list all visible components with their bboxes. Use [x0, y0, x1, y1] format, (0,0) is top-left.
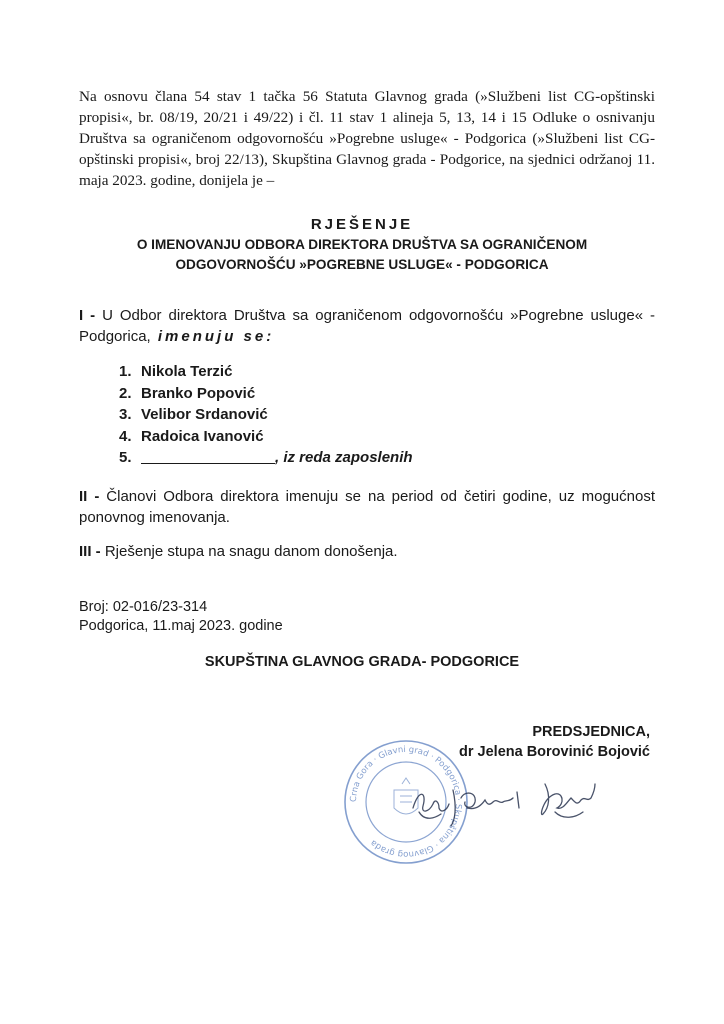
list-item	[119, 404, 413, 426]
signer-title: PREDSJEDNICA,	[532, 724, 650, 740]
member-name: Branko Popović	[141, 384, 256, 402]
section-one	[79, 305, 655, 347]
place-and-date: Podgorica, 11.maj 2023. godine	[79, 618, 283, 634]
assembly-name: SKUPŠTINA GLAVNOG GRADA- PODGORICE	[204, 654, 520, 670]
section-one-emphasis: imenuju se:	[150, 328, 275, 345]
list-item-number: 3.	[119, 406, 132, 423]
document-title: RJEŠENJE	[310, 216, 414, 233]
handwritten-signature-icon	[405, 768, 605, 838]
document-subtitle-line-1: O IMENOVANJU ODBORA DIREKTORA DRUŠTVA SA OGRANIČENOM	[136, 237, 588, 252]
section-two-numeral: II -	[79, 488, 107, 505]
list-item-number: 4.	[119, 427, 132, 445]
board-members-list	[119, 361, 413, 469]
stamp-text: Crna Gora · Glavni grad · Podgorica · Skupština · Glavnog grada	[348, 744, 464, 860]
section-two	[79, 486, 655, 528]
section-two-text: Članovi Odbora direktora imenuju se na period od četiri godine, uz mogućnost ponovnog imenovanja.	[79, 488, 656, 526]
list-item-number: 2.	[119, 384, 132, 402]
intro-paragraph: Na osnovu člana 54 stav 1 tačka 56 Statuta Glavnog grada (»Službeni list CG-opštinski propisi«, br. 08/19, 20/21 i 49/22) i čl. 11 stav 1 alineja 5, 13, 14 i 15 Odluke o osnivanju Društva sa ograničenom odgovornošću »Pogrebne usluge« - Podgorica (»Službeni list CG-opštinski propisi«, broj 22/13), Skupština Glavnog grada - Podgorice, na sjednici održanoj 11. maja 2023. godine, donijela je –	[79, 88, 655, 189]
decision-header	[0, 215, 724, 275]
list-item	[119, 361, 413, 383]
list-item-number: 1.	[119, 363, 132, 380]
section-three-text: Rješenje stupa na snagu danom donošenja.	[104, 543, 398, 560]
list-item	[119, 447, 413, 469]
section-three-numeral: III -	[79, 543, 105, 560]
member-name: Nikola Terzić	[141, 363, 233, 380]
blank-line	[141, 449, 275, 464]
section-one-numeral: I -	[79, 307, 103, 324]
list-item	[119, 426, 413, 448]
member-name: Velibor Srdanović	[141, 406, 268, 423]
reference-number: Broj: 02-016/23-314	[79, 599, 208, 615]
section-one-text: U Odbor direktora Društva sa ograničenom odgovornošću »Pogrebne usluge« - Podgorica,	[79, 307, 655, 345]
section-three	[79, 541, 655, 562]
employee-representative-note: , iz reda zaposlenih	[275, 449, 413, 466]
member-name: Radoica Ivanović	[141, 427, 264, 445]
list-item	[119, 383, 413, 405]
document-subtitle-line-2: ODGOVORNOŠĆU »POGREBNE USLUGE« - PODGORICA	[175, 257, 549, 272]
document-meta	[79, 598, 283, 636]
list-item-number: 5.	[119, 449, 132, 466]
signer-name: dr Jelena Borovinić Bojović	[459, 744, 650, 760]
